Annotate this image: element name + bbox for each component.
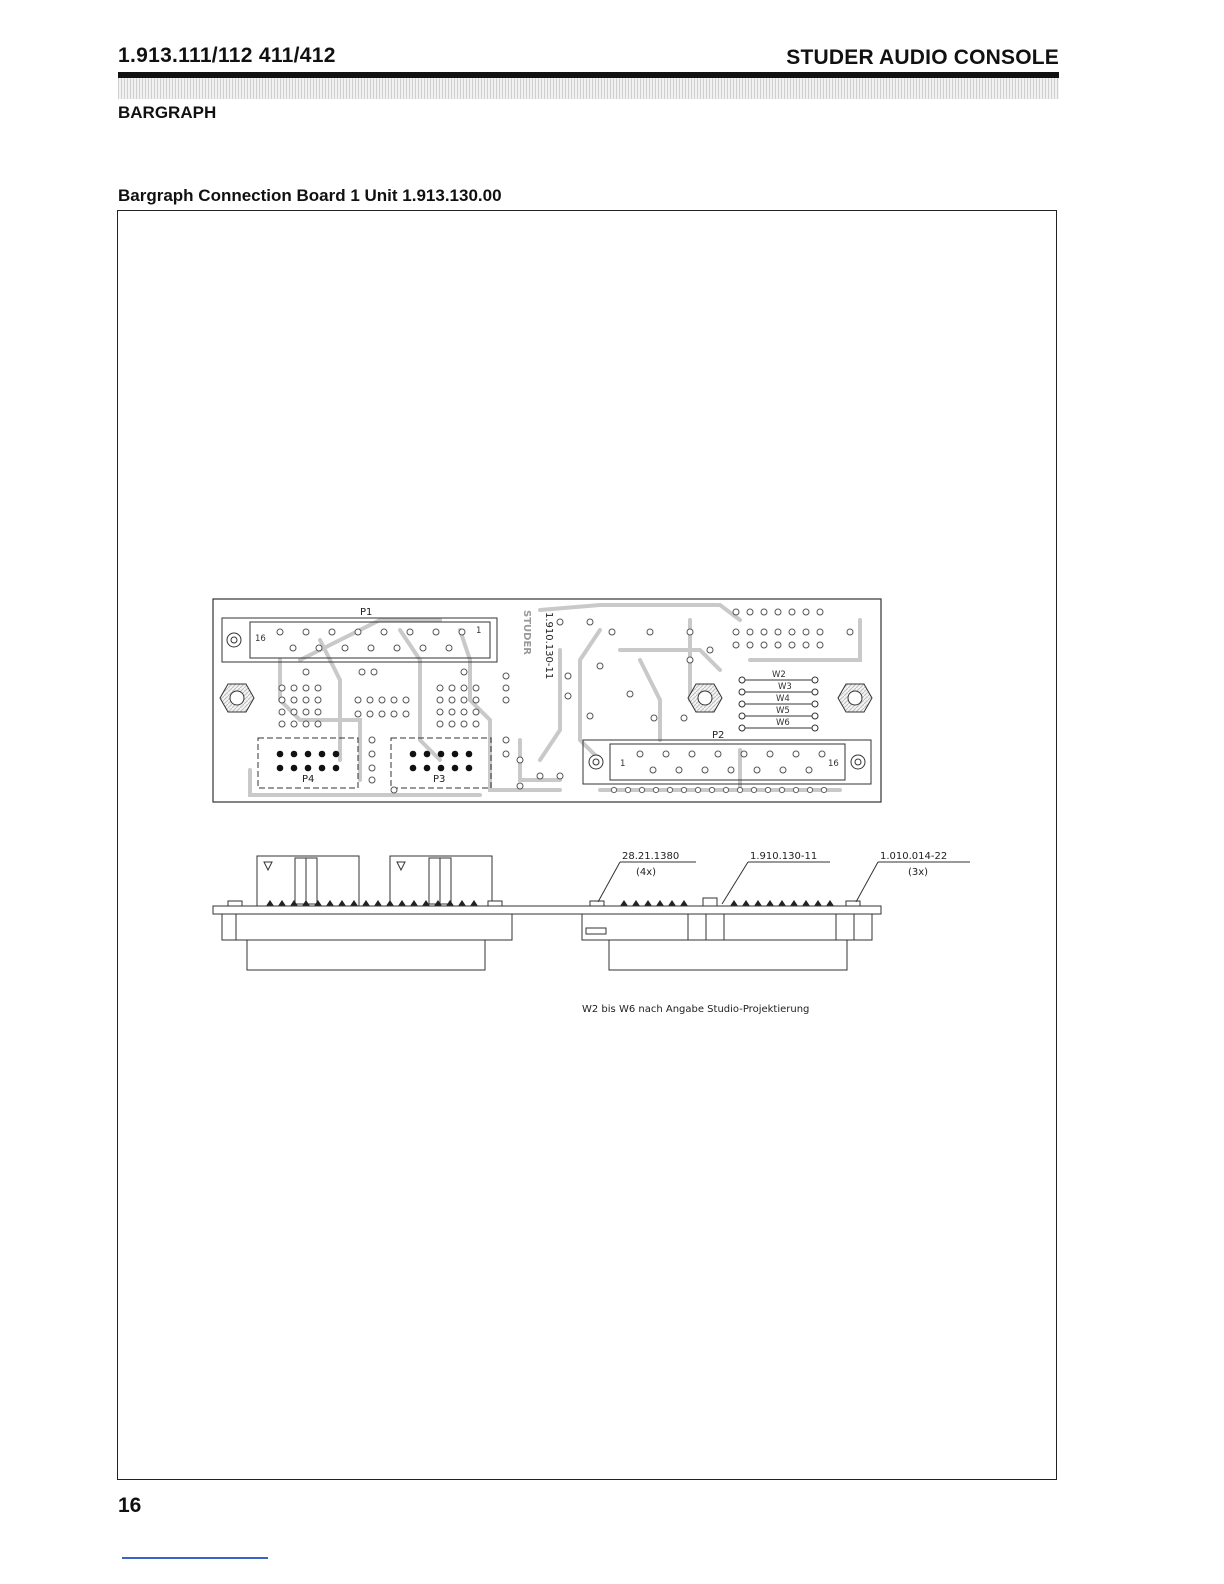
jumper-w2: W2 [772, 670, 786, 680]
label-p3: P3 [433, 774, 446, 785]
part-number-1-qty: (4x) [636, 867, 657, 878]
label-p2: P2 [712, 730, 725, 741]
footer-line [122, 1557, 268, 1559]
section-title: BARGRAPH [118, 103, 217, 122]
mounting-hole-center [688, 684, 722, 712]
part-number-1: 28.21.1380 [622, 851, 680, 862]
label-p1-pin16: 16 [255, 634, 266, 644]
page-number: 16 [118, 1494, 142, 1517]
part-number-2: 1.910.130-11 [750, 851, 818, 862]
board-number-mark: 1.910.130-11 [543, 612, 554, 680]
jumper-note: W2 bis W6 nach Angabe Studio-Projektierung [582, 1004, 810, 1015]
label-p1: P1 [360, 607, 373, 618]
mounting-hole-left [220, 684, 254, 712]
pcb-side-view [213, 851, 970, 970]
document-title: STUDER AUDIO CONSOLE [786, 46, 1059, 69]
mounting-hole-right [838, 684, 872, 712]
jumper-w5: W5 [776, 706, 790, 716]
part-number-3-qty: (3x) [908, 867, 929, 878]
label-p2-pin16: 16 [828, 759, 839, 769]
label-p2-pin1: 1 [620, 759, 626, 769]
figure-caption: Bargraph Connection Board 1 Unit 1.913.130.00 [118, 186, 502, 205]
studer-mark: STUDER [521, 610, 532, 655]
jumper-w3: W3 [778, 682, 792, 692]
document-number: 1.913.111/112 411/412 [118, 44, 336, 67]
part-number-3: 1.010.014-22 [880, 851, 948, 862]
label-p4: P4 [302, 774, 315, 785]
jumper-w6: W6 [776, 718, 790, 728]
label-p1-pin1: 1 [476, 626, 482, 636]
pcb-top-view [213, 599, 881, 802]
jumper-w4: W4 [776, 694, 790, 704]
